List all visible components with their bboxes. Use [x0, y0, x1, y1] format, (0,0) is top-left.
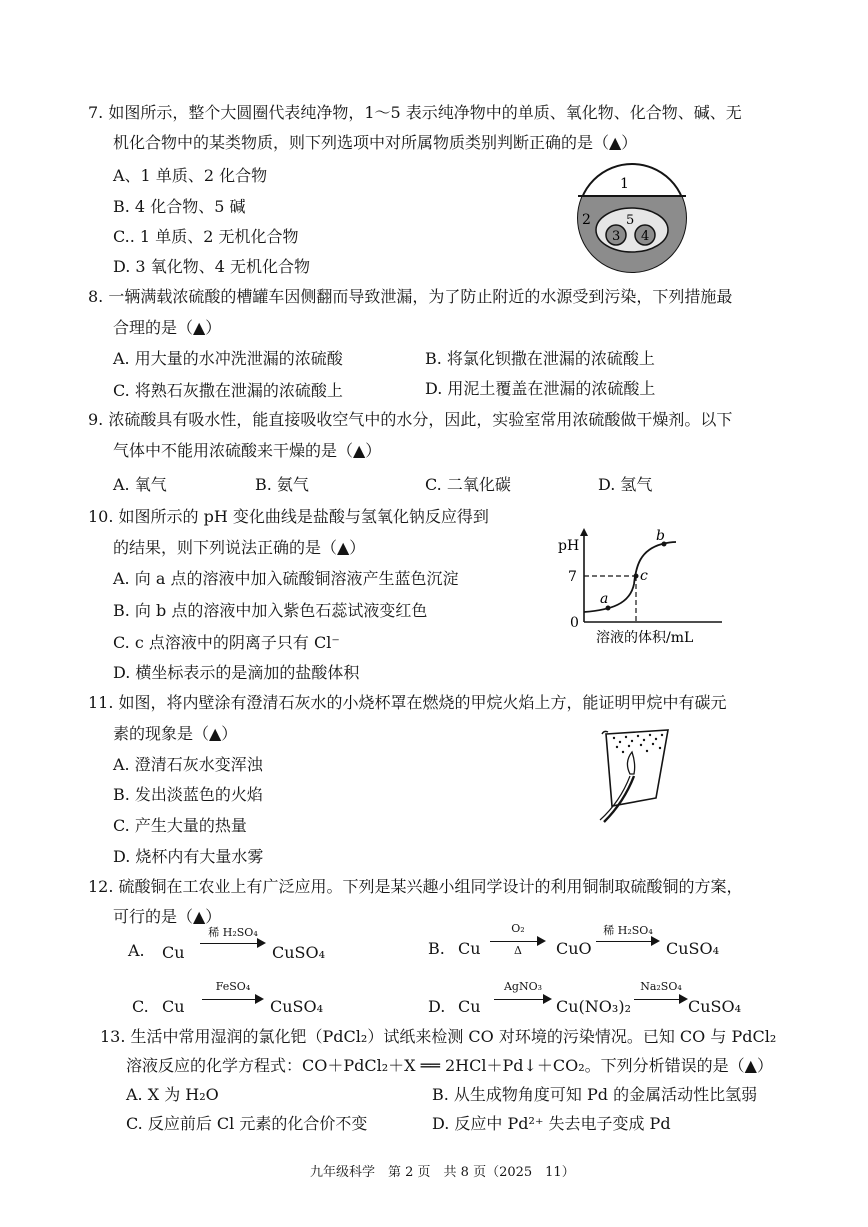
q10-option-a: A. 向 a 点的溶液中加入硫酸铜溶液产生蓝色沉淀 [113, 569, 459, 588]
q13-option-d: D. 反应中 Pd²⁺ 失去电子变成 Pd [432, 1114, 671, 1133]
q12-option-b-arrow1 [490, 924, 546, 964]
q12-option-b-reactant: Cu [458, 939, 481, 958]
q12-stem-line1: 12. 硫酸铜在工农业上有广泛应用。下列是某兴趣小组同学设计的利用铜制取硫酸铜的方案， [88, 877, 743, 896]
q8-option-c: C. 将熟石灰撒在泄漏的浓硫酸上 [113, 381, 343, 400]
q7-option-b: B. 4 化合物、5 碱 [113, 197, 246, 216]
q11-option-a: A. 澄清石灰水变浑浊 [113, 755, 263, 774]
q7-option-c: C.. 1 单质、2 无机化合物 [113, 227, 299, 246]
q12-option-b-label: B. [428, 939, 445, 958]
q12-option-d-reagent2: Na₂SO₄ [640, 980, 682, 993]
q12-option-c-label: C. [132, 997, 149, 1016]
q12-option-a-arrow [200, 926, 266, 956]
q13-option-b: B. 从生成物角度可知 Pd 的金属活动性比氢弱 [432, 1085, 758, 1104]
q12-option-c-reactant: Cu [162, 997, 185, 1016]
fig-label-5: 5 [626, 213, 635, 228]
q12-option-c-arrow [202, 982, 264, 1012]
q12-option-d-arrow2 [634, 982, 688, 1012]
graph-x-label: 溶液的体积/mL [596, 630, 694, 646]
q13-option-c: C. 反应前后 Cl 元素的化合价不变 [126, 1114, 368, 1133]
q11-option-c: C. 产生大量的热量 [113, 816, 247, 835]
fig-label-3: 3 [612, 229, 621, 244]
q9-option-b: B. 氨气 [255, 475, 309, 494]
q7-stem-line2: 机化合物中的某类物质，则下列选项中对所属物质类别判断正确的是（▲） [113, 133, 638, 152]
q11-stem-line1: 11. 如图，将内壁涂有澄清石灰水的小烧杯罩在燃烧的甲烷火焰上方，能证明甲烷中有碳元 [88, 693, 727, 712]
q12-option-c-reagent: FeSO₄ [215, 980, 251, 993]
graph-origin-label: 0 [570, 615, 579, 631]
q11-option-d: D. 烧杯内有大量水雾 [113, 847, 264, 866]
fig-label-1: 1 [620, 176, 629, 192]
q12-option-d-reagent1: AgNO₃ [503, 980, 543, 993]
q12-option-d-intermediate: Cu(NO₃)₂ [556, 997, 631, 1016]
q9-stem-line1: 9. 浓硫酸具有吸水性，能直接吸收空气中的水分，因此，实验室常用浓硫酸做干燥剂。以下 [88, 410, 733, 429]
q12-option-d-label: D. [428, 997, 446, 1016]
fig-label-2: 2 [582, 212, 591, 228]
q13-stem-line2: 溶液反应的化学方程式：CO＋PdCl₂＋X ══ 2HCl＋Pd↓＋CO₂。下列分析错误的是（▲） [126, 1056, 773, 1075]
q12-option-d-arrow1 [494, 982, 552, 1012]
q10-option-b: B. 向 b 点的溶液中加入紫色石蕊试液变红色 [113, 601, 428, 620]
graph-y-label: pH [558, 538, 580, 554]
q9-option-a: A. 氧气 [113, 475, 167, 494]
q12-option-a-label: A. [128, 941, 145, 960]
q13-stem-line1: 13. 生活中常用湿润的氯化钯（PdCl₂）试纸来检测 CO 对环境的污染情况。已知 CO 与 PdCl₂ [100, 1027, 777, 1046]
q12-option-b-product: CuSO₄ [666, 939, 720, 958]
graph-point-a: a [600, 591, 609, 607]
q10-option-d: D. 横坐标表示的是滴加的盐酸体积 [113, 663, 360, 682]
q9-stem-line2: 气体中不能用浓硫酸来干燥的是（▲） [113, 441, 382, 460]
q9-option-d: D. 氢气 [598, 475, 653, 494]
q12-option-b-heat: Δ [514, 944, 522, 957]
q9-option-c: C. 二氧化碳 [425, 475, 511, 494]
q8-option-d: D. 用泥土覆盖在泄漏的浓硫酸上 [425, 379, 656, 398]
q7-option-a: A、1 单质、2 化合物 [113, 166, 268, 185]
q12-option-d-product: CuSO₄ [688, 997, 742, 1016]
q10-ph-graph [556, 526, 726, 648]
q12-option-d-reactant: Cu [458, 997, 481, 1016]
q13-option-a: A. X 为 H₂O [126, 1085, 219, 1104]
q8-stem-line2: 合理的是（▲） [113, 318, 222, 337]
q7-option-d: D. 3 氧化物、4 无机化合物 [113, 257, 310, 276]
q12-option-b-reagent2: 稀 H₂SO₄ [603, 924, 653, 937]
q10-option-c: C. c 点溶液中的阴离子只有 Cl⁻ [113, 633, 340, 652]
page-footer: 九年级科学 第 2 页 共 8 页（2025 11） [310, 1165, 575, 1180]
q7-stem-line1: 7. 如图所示，整个大圆圈代表纯净物，1～5 表示纯净物中的单质、氧化物、化合物、碱、无 [88, 103, 742, 122]
q8-stem-line1: 8. 一辆满载浓硫酸的槽罐车因侧翻而导致泄漏，为了防止附近的水源受到污染，下列措施最 [88, 287, 733, 306]
q8-option-b: B. 将氯化钡撒在泄漏的浓硫酸上 [425, 349, 655, 368]
q11-beaker-figure [584, 722, 694, 832]
graph-y7-label: 7 [568, 569, 577, 585]
q12-stem-line2: 可行的是（▲） [113, 907, 222, 926]
q8-option-a: A. 用大量的水冲洗泄漏的浓硫酸 [113, 349, 343, 368]
q12-option-b-intermediate: CuO [556, 939, 592, 958]
q10-stem-line2: 的结果，则下列说法正确的是（▲） [113, 538, 366, 557]
q12-option-b-reagent1: O₂ [511, 922, 525, 935]
fig-label-4: 4 [641, 229, 650, 244]
q12-option-b-arrow2 [596, 924, 660, 954]
q12-option-a-reactant: Cu [162, 943, 185, 962]
q11-stem-line2: 素的现象是（▲） [113, 724, 238, 743]
q11-option-b: B. 发出淡蓝色的火焰 [113, 785, 263, 804]
q12-option-c-product: CuSO₄ [270, 997, 324, 1016]
graph-point-b: b [656, 528, 665, 544]
q12-option-a-reagent: 稀 H₂SO₄ [208, 926, 258, 939]
q7-classification-figure [568, 160, 696, 276]
graph-point-c: c [640, 568, 648, 584]
q10-stem-line1: 10. 如图所示的 pH 变化曲线是盐酸与氢氧化钠反应得到 [88, 507, 489, 526]
q12-option-a-product: CuSO₄ [272, 943, 326, 962]
